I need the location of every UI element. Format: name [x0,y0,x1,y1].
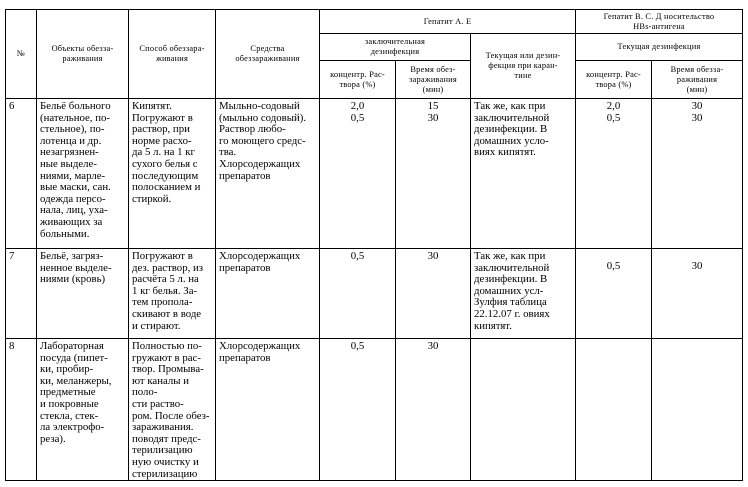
row-concentration: 0,5 [320,249,396,339]
row-time-b: 30 [652,249,743,339]
disinfection-table [5,9,743,481]
row-objects: Бельё, загряз- ненное выделе- ниями (кровь) [37,249,129,339]
row-number: 7 [6,249,37,339]
row-time-b [652,339,743,481]
table-row [6,339,743,481]
header-final-disinfection: заключительная дезинфекция [320,34,471,61]
row-current: Так же, как при заключительной дезинфекции. В домашних усло- виях кипятят. [471,99,576,249]
row-time: 15 30 [396,99,471,249]
row-number: 6 [6,99,37,249]
row-objects: Бельё больного (нательное, по- стельное), по- лотенца и др. незагрязнен- ные выделе- ниями, марле- вые маски, сан. одежда персо- нала, лиц, уха- живающих за больными. [37,99,129,249]
header-agents: Средства обеззараживания [216,10,320,99]
header-objects: Объекты обезза- раживания [37,10,129,99]
row-time-b: 30 30 [652,99,743,249]
row-concentration-b: 0,5 [576,249,652,339]
header-hepatitis-a: Гепатит А. Е [320,10,576,34]
header-time-b: Время обезза- раживания (мин) [652,61,743,99]
header-method: Способ обеззара- живания [129,10,216,99]
header-concentration-b: концентр. Рас- твора (%) [576,61,652,99]
row-method: Полностью по- гружают в рас- твор. Промыва- ют каналы и поло- сти раство- ром. После обез- зараживания. поводят предс- терилизацию ную очистку и стерилизацию [129,339,216,481]
row-concentration-b [576,339,652,481]
row-objects: Лабораторная посуда (пипет- ки, пробир- ки, меланжеры, предметные и покровные стекла, стек- ла электрофо- реза). [37,339,129,481]
row-current [471,339,576,481]
header-hepatitis-b: Гепатит В. С. Д носительство HBs-антигена [576,10,743,34]
row-time: 30 [396,249,471,339]
row-agents: Хлорсодержащих препаратов [216,339,320,481]
row-number: 8 [6,339,37,481]
row-method: Погружают в дез. раствор, из расчёта 5 л. на 1 кг белья. За- тем пропола- скивают в воде и стирают. [129,249,216,339]
row-concentration-b: 2,0 0,5 [576,99,652,249]
row-method: Кипятят. Погружают в раствор, при норме расхо- да 5 л. на 1 кг сухого белья с последующим полосканием и стиркой. [129,99,216,249]
row-time: 30 [396,339,471,481]
table-row [6,99,743,249]
header-concentration: концентр. Рас- твора (%) [320,61,396,99]
row-concentration: 2,0 0,5 [320,99,396,249]
header-time: Время обез- зараживания (мин) [396,61,471,99]
header-current-disinfection: Текущая дезинфекция [576,34,743,61]
row-agents: Мыльно-содовый (мыльно содовый). Раствор любо- го моющего средс- тва. Хлорсодержащих препаратов [216,99,320,249]
row-concentration: 0,5 [320,339,396,481]
row-current: Так же, как при заключительной дезинфекции. В домашних усл- Зулфия таблица 22.12.07 г. овиях кипятят. [471,249,576,339]
row-agents: Хлорсодержащих препаратов [216,249,320,339]
header-number: № [6,10,37,99]
table-row [6,249,743,339]
header-current-or-quarantine: Текущая или дезин- фекция при каран- тине [471,34,576,99]
